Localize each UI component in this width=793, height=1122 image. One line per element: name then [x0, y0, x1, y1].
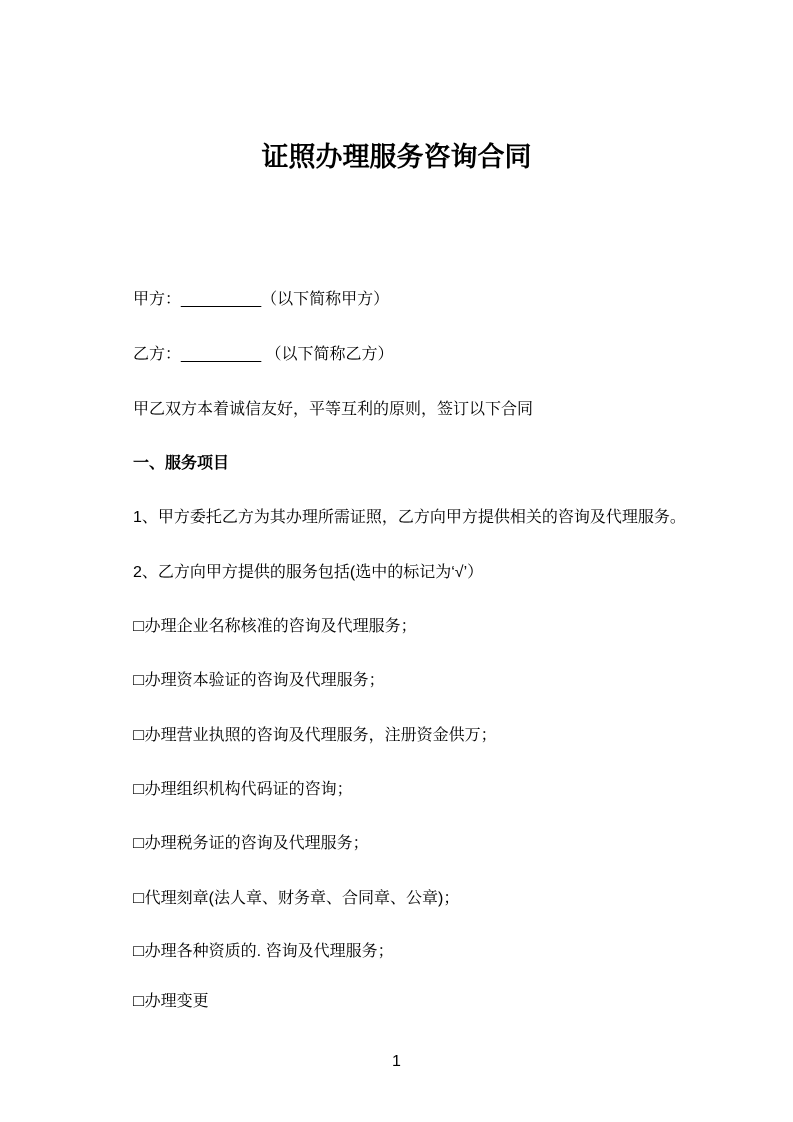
checkbox-icon: □ — [133, 890, 145, 907]
service-option-name-approval — [133, 616, 705, 637]
service-option-label: 办理营业执照的咨询及代理服务，注册资金供万； — [144, 727, 497, 744]
checkbox-icon: □ — [133, 993, 145, 1010]
service-option-label: 办理各种资质的. 咨询及代理服务； — [144, 943, 394, 960]
service-option-label: 办理组织机构代码证的咨询； — [144, 781, 353, 798]
clause-2: 2、乙方向甲方提供的服务包括(选中的标记为‘√’） — [133, 564, 484, 581]
service-option-tax-cert — [133, 833, 705, 854]
party-a-line: 甲方：_________（以下简称甲方） — [133, 291, 390, 308]
document-title: 证照办理服务咨询合同 — [261, 142, 532, 172]
service-option-org-code-cert — [133, 779, 705, 800]
page-number: 1 — [392, 1053, 401, 1070]
service-option-qualifications — [133, 941, 705, 962]
service-option-label: 代理刻章(法人章、财务章、合同章、公章)； — [144, 890, 460, 907]
service-option-label: 办理资本验证的咨询及代理服务； — [144, 672, 385, 689]
checkbox-icon: □ — [133, 672, 145, 689]
checkbox-icon: □ — [133, 727, 145, 744]
preamble-line: 甲乙双方本着诚信友好，平等互利的原则，签订以下合同 — [133, 401, 534, 418]
section-one-heading: 一、服务项目 — [133, 455, 230, 472]
service-option-capital-verification — [133, 670, 705, 691]
checkbox-icon: □ — [133, 618, 145, 635]
clause-1: 1、甲方委托乙方为其办理所需证照，乙方向甲方提供相关的咨询及代理服务。 — [133, 509, 686, 526]
service-option-label: 办理税务证的咨询及代理服务； — [144, 835, 369, 852]
service-option-business-license — [133, 725, 705, 746]
checkbox-icon: □ — [133, 835, 145, 852]
service-option-label: 办理企业名称核准的咨询及代理服务； — [144, 618, 417, 635]
service-option-change-registration — [133, 991, 705, 1012]
service-option-seal-engraving — [133, 888, 705, 909]
party-b-line: 乙方：_________ （以下简称乙方） — [133, 346, 394, 363]
service-option-label: 办理变更 — [144, 993, 209, 1010]
checkbox-icon: □ — [133, 943, 145, 960]
checkbox-icon: □ — [133, 781, 145, 798]
